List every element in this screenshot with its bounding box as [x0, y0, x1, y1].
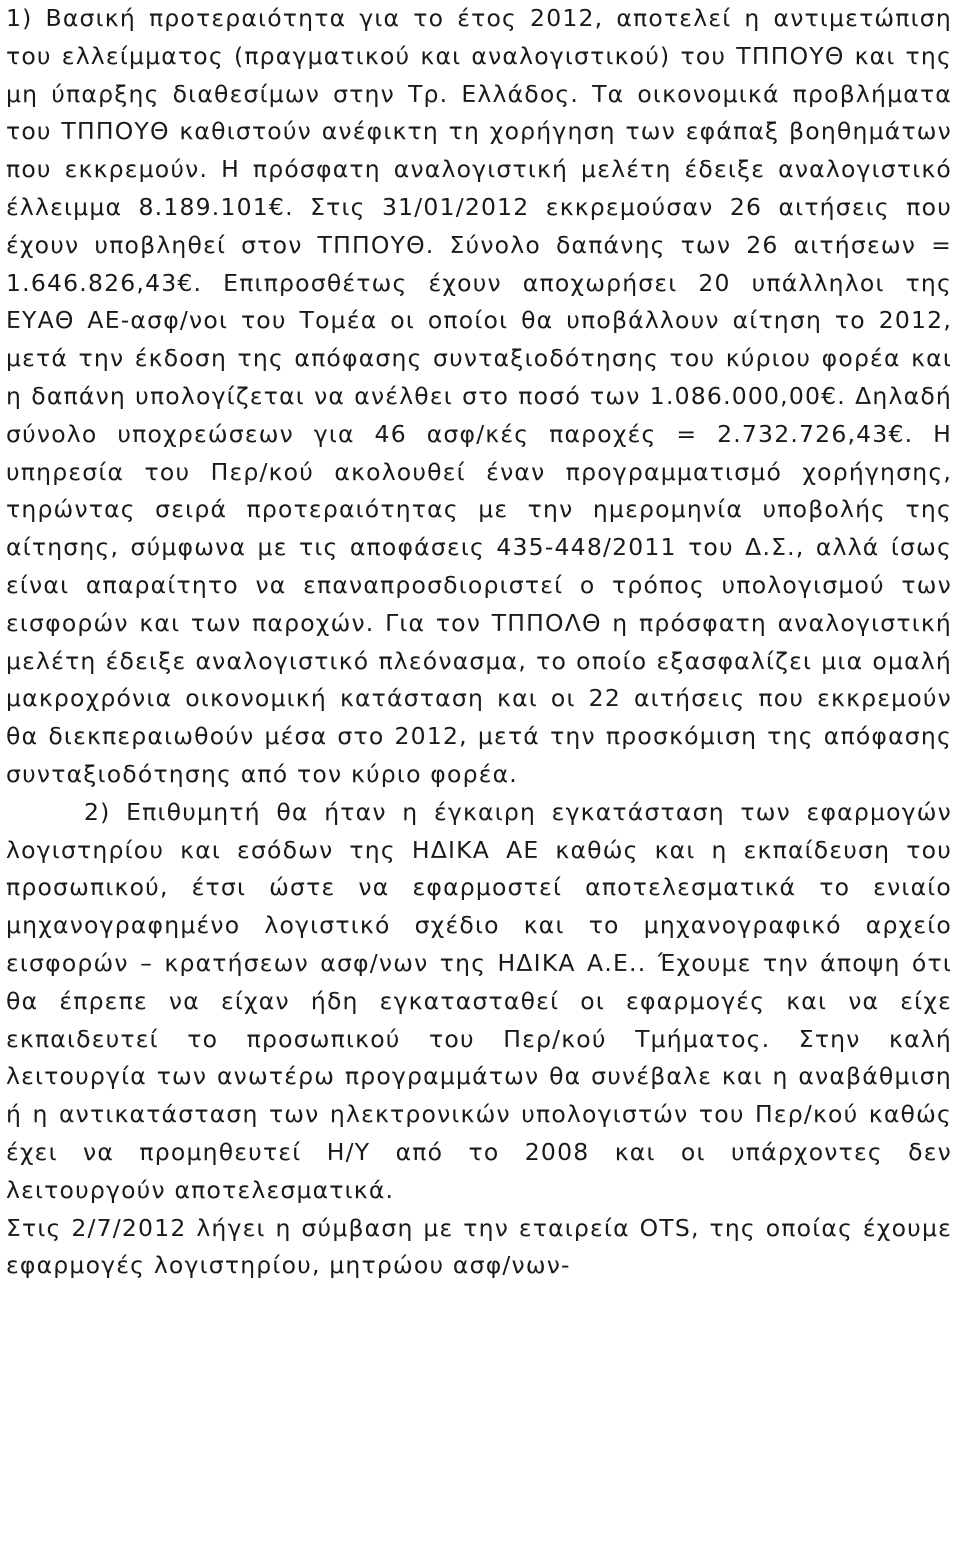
paragraph-priority-1: 1) Βασική προτεραιότητα για το έτος 2012, αποτελεί η αντιμετώπιση του ελλείμματος (πραγματικού και αναλογιστικού) του ΤΠΠΟΥΘ και της μη ύπαρξης διαθεσίμων στην Τρ. Ελλάδος. Τα οικονομικά προβλήματα του ΤΠΠΟΥΘ καθιστούν ανέφικτη τη χορήγηση των εφάπαξ βοηθημάτων που εκκρεμούν. Η πρόσφατη αναλογιστική μελέτη έδειξε αναλογιστικό έλλειμμα 8.189.101€. Στις 31/01/2012 εκκρεμούσαν 26 αιτήσεις που έχουν υποβληθεί στον ΤΠΠΟΥΘ. Σύνολο δαπάνης των 26 αιτήσεων = 1.646.826,43€. Επιπροσθέτως έχουν αποχωρήσει 20 υπάλληλοι της ΕΥΑΘ ΑΕ-ασφ/νοι του Τομέα οι οποίοι θα υποβάλλουν αίτηση το 2012, μετά την έκδοση της απόφασης συνταξιοδότησης του κύριου φορέα και η δαπάνη υπολογίζεται να ανέλθει στο ποσό των 1.086.000,00€. Δηλαδή σύνολο υποχρεώσεων για 46 ασφ/κές παροχές = 2.732.726,43€. Η υπηρεσία του Περ/κού ακολουθεί έναν προγραμματισμό χορήγησης, τηρώντας σειρά προτεραιότητας με την ημερομηνία υποβολής της αίτησης, σύμφωνα με τις αποφάσεις 435-448/2011 του Δ.Σ., αλλά ίσως είναι απαραίτητο να επαναπροσδιοριστεί ο τρόπος υπολογισμού των εισφορών και των παροχών. Για τον ΤΠΠΟΛΘ η πρόσφατη αναλογιστική μελέτη έδειξε αναλογιστικό πλεόνασμα, το οποίο εξασφαλίζει μια ομαλή μακροχρόνια οικονομική κατάσταση και οι 22 αιτήσεις που εκκρεμούν θα διεκπεραιωθούν μέσα στο 2012, μετά την προσκόμιση της απόφασης συνταξιοδότησης από τον κύριο φορέα. [6, 4, 952, 788]
document-page [6, 0, 952, 1285]
paragraph-ots-contract: Στις 2/7/2012 λήγει η σύμβαση με την εταιρεία OTS, της οποίας έχουμε εφαρμογές λογιστηρίου, μητρώου ασφ/νων- [6, 1213, 952, 1280]
paragraph-priority-2: 2) Επιθυμητή θα ήταν η έγκαιρη εγκατάσταση των εφαρμογών λογιστηρίου και εσόδων της ΗΔΙΚΑ ΑΕ καθώς και η εκπαίδευση του προσωπικού, έτσι ώστε να εφαρμοστεί αποτελεσματικά το ενιαίο μηχανογραφημένο λογιστικό σχέδιο και το μηχανογραφικό αρχείο εισφορών – κρατήσεων ασφ/νων της ΗΔΙΚΑ Α.Ε.. Έχουμε την άποψη ότι θα έπρεπε να είχαν ήδη εγκατασταθεί οι εφαρμογές και να είχε εκπαιδευτεί το προσωπικού του Περ/κού Τμήματος. Στην καλή λειτουργία των ανωτέρω προγραμμάτων θα συνέβαλε και η αναβάθμιση ή η αντικατάσταση των ηλεκτρονικών υπολογιστών του Περ/κού καθώς έχει να προμηθευτεί Η/Υ από το 2008 και οι υπάρχοντες δεν λειτουργούν αποτελεσματικά. [6, 797, 952, 1204]
